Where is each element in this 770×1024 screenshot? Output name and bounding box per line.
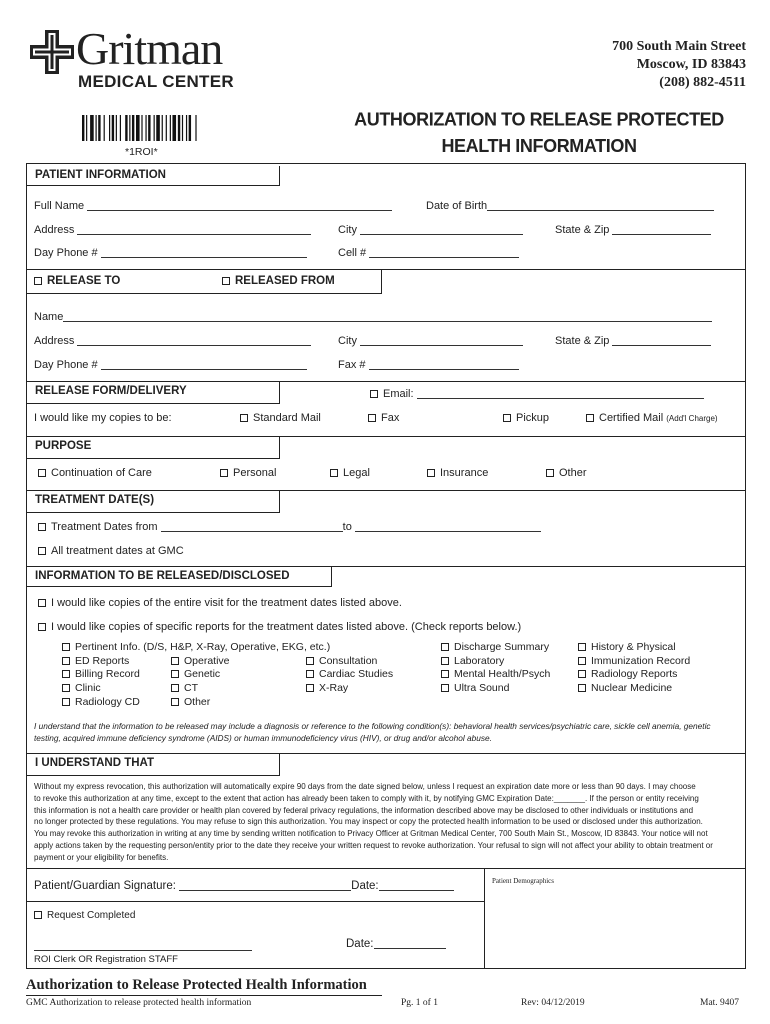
state-zip-field[interactable]: State & Zip — [555, 224, 711, 236]
barcode-bar — [162, 115, 163, 141]
report-consultation-checkbox[interactable]: Consultation — [306, 655, 393, 669]
barcode-bar — [116, 115, 117, 141]
condition-notice: I understand that the information to be released may include a diagnosis or reference to the following condition(s): behavioral health services/psychiatric care, sickle cell anemia, genetic testing, acquired immune deficiency syndrome (AIDS) or human immunodeficiency virus (HIV), or drug and/or alcohol abuse. — [34, 721, 711, 743]
report-billing-checkbox[interactable]: Billing Record — [62, 668, 330, 682]
day-phone-field[interactable]: Day Phone # — [34, 247, 307, 259]
address-line-2: Moscow, ID 83843 — [636, 57, 746, 72]
logo-subtitle: MEDICAL CENTER — [78, 72, 234, 91]
signature-field[interactable]: Patient/Guardian Signature: Date: — [34, 880, 454, 892]
treatment-from-checkbox[interactable]: Treatment Dates from to — [38, 521, 541, 533]
address-line-1: 700 South Main Street — [612, 39, 746, 54]
reports-column-4 — [441, 641, 550, 696]
barcode-bar — [141, 115, 142, 141]
barcode-bar — [112, 115, 114, 141]
report-xray-checkbox[interactable]: X-Ray — [306, 682, 393, 696]
patient-demographics-label: Patient Demographics — [492, 877, 555, 885]
release-day-phone-field[interactable]: Day Phone # — [34, 359, 307, 371]
barcode-bar — [166, 115, 167, 141]
barcode-bar — [189, 115, 191, 141]
full-name-field[interactable]: Full Name — [34, 200, 392, 212]
dob-field[interactable]: Date of Birth — [426, 200, 714, 212]
patient-info-header: PATIENT INFORMATION — [27, 166, 280, 186]
purpose-continuation-checkbox[interactable]: Continuation of Care — [38, 467, 152, 479]
standard-mail-checkbox[interactable]: Standard Mail — [240, 412, 321, 424]
pickup-checkbox[interactable]: Pickup — [503, 412, 549, 424]
form-title — [332, 107, 746, 160]
report-immunization-checkbox[interactable]: Immunization Record — [578, 655, 690, 669]
reports-column-5 — [578, 641, 690, 696]
release-name-field[interactable]: Name — [34, 311, 712, 323]
report-cardiac-checkbox[interactable]: Cardiac Studies — [306, 668, 393, 682]
form-title-line-1: AUTHORIZATION TO RELEASE PROTECTED — [354, 108, 724, 130]
barcode-bar — [125, 115, 127, 141]
report-ed-checkbox[interactable]: ED Reports — [62, 655, 330, 669]
divider — [26, 995, 382, 996]
treatment-header: TREATMENT DATE(S) — [27, 491, 280, 513]
reports-column-3 — [306, 655, 393, 696]
footer-mat: Mat. 9407 — [700, 998, 740, 1008]
purpose-header: PURPOSE — [27, 437, 280, 459]
address-phone: (208) 882-4511 — [659, 75, 746, 90]
barcode-bar — [104, 115, 105, 141]
info-header: INFORMATION TO BE RELEASED/DISCLOSED — [27, 567, 332, 587]
report-history-checkbox[interactable]: History & Physical — [578, 641, 690, 655]
footer-doc-name: GMC Authorization to release protected health information — [26, 998, 252, 1008]
barcode-bar — [96, 115, 97, 141]
report-radiology-cd-checkbox[interactable]: Radiology CD — [62, 696, 330, 710]
barcode-bar — [172, 115, 176, 141]
barcode-bar — [145, 115, 146, 141]
report-mental-health-checkbox[interactable]: Mental Health/Psych — [441, 668, 550, 682]
report-pertinent-checkbox[interactable]: Pertinent Info. (D/S, H&P, X-Ray, Operative, EKG, etc.) — [62, 641, 330, 655]
barcode-bar — [90, 115, 94, 141]
divider — [26, 163, 746, 164]
staff-date-field[interactable]: Date: — [346, 938, 446, 950]
barcode-bar — [129, 115, 130, 141]
barcode — [82, 115, 230, 141]
purpose-other-checkbox[interactable]: Other — [546, 467, 587, 479]
specific-reports-checkbox[interactable]: I would like copies of specific reports for the treatment dates listed above. (Check reports below.) — [38, 621, 521, 633]
barcode-bar — [132, 115, 134, 141]
report-nuclear-checkbox[interactable]: Nuclear Medicine — [578, 682, 690, 696]
fax-checkbox[interactable]: Fax — [368, 412, 399, 424]
cross-logo-icon — [30, 30, 74, 74]
request-completed-checkbox[interactable]: Request Completed — [34, 910, 135, 921]
barcode-bar — [186, 115, 187, 141]
certified-mail-checkbox[interactable]: Certified Mail (Add'l Charge) — [586, 412, 718, 424]
barcode-bar — [182, 115, 183, 141]
entire-visit-checkbox[interactable]: I would like copies of the entire visit for the treatment dates listed above. — [38, 597, 402, 609]
report-discharge-checkbox[interactable]: Discharge Summary — [441, 641, 550, 655]
barcode-bar — [178, 115, 180, 141]
copies-label: I would like my copies to be: — [34, 412, 172, 424]
form-title-line-2: HEALTH INFORMATION — [441, 135, 637, 157]
barcode-bar — [154, 115, 155, 141]
barcode-bar — [98, 115, 100, 141]
report-genetic-checkbox[interactable]: Genetic — [171, 668, 230, 682]
release-address-field[interactable]: Address — [34, 335, 311, 347]
release-fax-field[interactable]: Fax # — [338, 359, 519, 371]
report-ultrasound-checkbox[interactable]: Ultra Sound — [441, 682, 550, 696]
barcode-bar — [120, 115, 121, 141]
city-field[interactable]: City — [338, 224, 523, 236]
footer-title: Authorization to Release Protected Health Information — [26, 977, 367, 993]
divider — [26, 968, 746, 969]
report-ct-checkbox[interactable]: CT — [171, 682, 230, 696]
report-radiology-checkbox[interactable]: Radiology Reports — [578, 668, 690, 682]
staff-line[interactable] — [34, 940, 252, 952]
address-field[interactable]: Address — [34, 224, 311, 236]
report-clinic-checkbox[interactable]: Clinic — [62, 682, 330, 696]
understand-header: I UNDERSTAND THAT — [27, 754, 280, 776]
footer-page: Pg. 1 of 1 — [401, 998, 438, 1008]
barcode-bar — [109, 115, 110, 141]
reports-column-2 — [171, 655, 230, 710]
barcode-bar — [148, 115, 150, 141]
release-state-zip-field[interactable]: State & Zip — [555, 335, 711, 347]
report-operative-checkbox[interactable]: Operative — [171, 655, 230, 669]
released-from-checkbox[interactable]: RELEASED FROM — [222, 275, 335, 287]
release-city-field[interactable]: City — [338, 335, 523, 347]
barcode-bar — [136, 115, 140, 141]
understand-text: Without my express revocation, this authorization will automatically expire 90 days from the date signed below, unless I request an expiration date more or less than 90 days. I may choose to revoke this authorization at any time, except to the extent that action has already been taken to comply with it, by notifying GMC Expiration Date:_______. If the person or entity receiving this information is not a health care provider or health plan covered by federal privacy regulations, the information described above may be disclosed to other individuals or institutions and no longer protected by these regulations. You may refuse to sign this authorization. You may inspect or copy the protected health information to be used or disclosed under this authorization. You may revoke this authorization in writing at any time by sending written notification to Privacy Officer at Gritman Medical Center, 700 South Main St., Moscow, ID 83843. Your notice will not apply actions taken by the requesting person/entity prior to the date they receive your written request to revoke authorization. Your refusal to sign will not affect your ability to obtain treatment or payment or your eligibility for benefits. — [34, 782, 713, 862]
logo-name: Gritman — [76, 23, 223, 74]
release-to-checkbox[interactable]: RELEASE TO — [34, 275, 120, 287]
report-other-checkbox[interactable]: Other — [171, 696, 230, 710]
barcode-bar — [195, 115, 196, 141]
barcode-bar — [170, 115, 171, 141]
cell-field[interactable]: Cell # — [338, 247, 519, 259]
barcode-bar — [156, 115, 160, 141]
barcode-bar — [82, 115, 84, 141]
barcode-text: *1ROI* — [125, 146, 158, 158]
report-laboratory-checkbox[interactable]: Laboratory — [441, 655, 550, 669]
purpose-insurance-checkbox[interactable]: Insurance — [427, 467, 488, 479]
divider — [26, 901, 484, 902]
delivery-header: RELEASE FORM/DELIVERY — [27, 382, 280, 404]
treatment-all-checkbox[interactable]: All treatment dates at GMC — [38, 545, 184, 557]
barcode-bar — [86, 115, 87, 141]
purpose-personal-checkbox[interactable]: Personal — [220, 467, 276, 479]
footer-revision: Rev: 04/12/2019 — [521, 998, 585, 1008]
hospital-address — [612, 38, 746, 92]
email-checkbox[interactable]: Email: — [370, 388, 704, 400]
purpose-legal-checkbox[interactable]: Legal — [330, 467, 370, 479]
staff-label: ROI Clerk OR Registration STAFF — [34, 954, 178, 965]
